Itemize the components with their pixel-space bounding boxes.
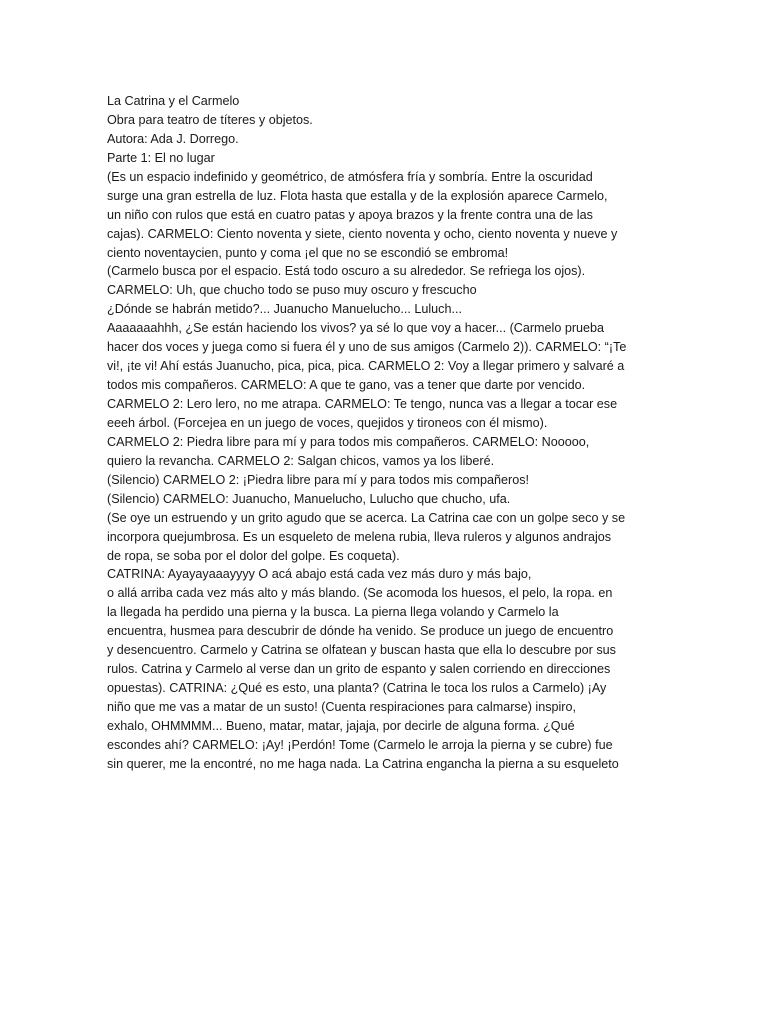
text-line: niño que me vas a matar de un susto! (Cuenta respiraciones para calmarse) inspiro, — [107, 700, 577, 714]
text-line: CARMELO 2: Lero lero, no me atrapa. CARMELO: Te tengo, nunca vas a llegar a tocar ese — [107, 397, 618, 411]
text-line: todos mis compañeros. CARMELO: A que te gano, vas a tener que darte por vencido. — [107, 378, 586, 393]
text-line: Aaaaaaahhh, ¿Se están haciendo los vivos? ya sé lo que voy a hacer... (Carmelo prueba — [107, 321, 605, 336]
text-line: vi!, ¡te vi! Ahí estás Juanucho, pica, pica, pica. CARMELO 2: Voy a llegar primero y salvaré a — [107, 359, 625, 374]
document-body — [107, 92, 667, 774]
text-line: CATRINA: Ayayayaaayyyy O acá abajo está cada vez más duro y más bajo, — [107, 567, 532, 582]
text-line: un niño con rulos que está en cuatro patas y apoya brazos y la frente contra una de las — [107, 207, 593, 222]
document-title: La Catrina y el Carmelo — [107, 94, 240, 108]
text-line: (Silencio) CARMELO: Juanucho, Manuelucho, Lulucho que chucho, ufa. — [107, 491, 511, 506]
section-heading: Parte 1: El no lugar — [107, 150, 215, 165]
text-line: rulos. Catrina y Carmelo al verse dan un grito de espanto y salen corriendo en direcciones — [107, 662, 611, 677]
text-line: ¿Dónde se habrán metido?... Juanucho Manuelucho... Luluch... — [107, 302, 462, 317]
text-line: surge una gran estrella de luz. Flota hasta que estalla y de la explosión aparece Carmelo, — [107, 188, 608, 203]
text-line: quiero la revancha. CARMELO 2: Salgan chicos, vamos ya los liberé. — [107, 453, 495, 468]
text-line: encuentra, husmea para descubrir de dónde ha venido. Se produce un juego de encuentro — [107, 624, 614, 639]
text-line: escondes ahí? CARMELO: ¡Ay! ¡Perdón! Tome (Carmelo le arroja la pierna y se cubre) fue — [107, 737, 613, 752]
text-line: CARMELO 2: Piedra libre para mí y para todos mis compañeros. CARMELO: Nooooo, — [107, 434, 590, 449]
text-line: (Se oye un estruendo y un grito agudo que se acerca. La Catrina cae con un golpe seco y se — [107, 510, 626, 525]
text-line: y desencuentro. Carmelo y Catrina se olfatean y buscan hasta que ella lo descubre por sus — [107, 643, 616, 658]
text-line: opuestas). CATRINA: ¿Qué es esto, una planta? (Catrina le toca los rulos a Carmelo) ¡Ay — [107, 681, 607, 696]
text-line: CARMELO: Uh, que chucho todo se puso muy oscuro y frescucho — [107, 283, 477, 298]
text-line: la llegada ha perdido una pierna y la busca. La pierna llega volando y Carmelo la — [107, 605, 559, 620]
document-author: Autora: Ada J. Dorrego. — [107, 131, 239, 146]
text-line: exhalo, OHMMMM... Bueno, matar, matar, jajaja, por decirle de alguna forma. ¿Qué — [107, 718, 575, 733]
text-line: ciento noventaycien, punto y coma ¡el que no se escondió se embroma! — [107, 245, 509, 260]
text-line: (Es un espacio indefinido y geométrico, de atmósfera fría y sombría. Entre la oscuridad — [107, 169, 593, 184]
text-line: eeeh árbol. (Forcejea en un juego de voces, quejidos y tironeos con él mismo). — [107, 415, 548, 430]
document-subtitle: Obra para teatro de títeres y objetos. — [107, 112, 313, 127]
text-line: o allá arriba cada vez más alto y más blando. (Se acomoda los huesos, el pelo, la ropa. en — [107, 586, 613, 601]
text-line: (Silencio) CARMELO 2: ¡Piedra libre para mí y para todos mis compañeros! — [107, 472, 530, 487]
text-line: hacer dos voces y juega como si fuera él y uno de sus amigos (Carmelo 2)). CARMELO: “¡Te — [107, 340, 627, 355]
text-line: (Carmelo busca por el espacio. Está todo oscuro a su alrededor. Se refriega los ojos). — [107, 264, 586, 279]
text-line: incorpora quejumbrosa. Es un esqueleto de melena rubia, lleva ruleros y algunos andrajos — [107, 529, 612, 544]
text-line: de ropa, se soba por el dolor del golpe. Es coqueta). — [107, 548, 400, 563]
text-line: cajas). CARMELO: Ciento noventa y siete, ciento noventa y ocho, ciento noventa y nueve y — [107, 226, 618, 241]
text-line: sin querer, me la encontré, no me haga nada. La Catrina engancha la pierna a su esqueleto — [107, 756, 619, 771]
